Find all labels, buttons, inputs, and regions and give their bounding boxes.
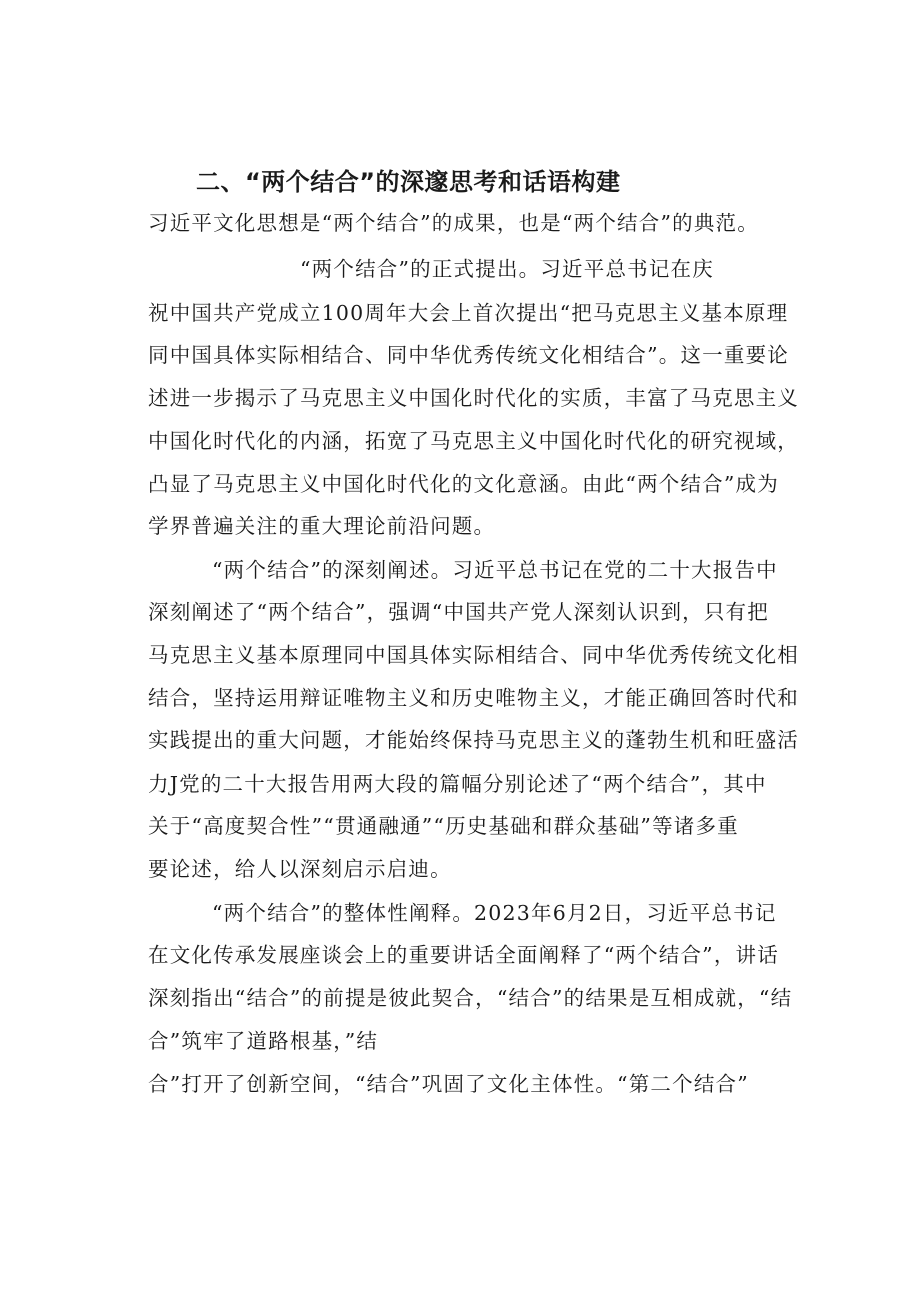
text-line-18: 在文化传承发展座谈会上的重要讲话全面阐释了“两个结合”，讲话 [148,943,779,967]
text-line-16: 要论述，给人以深刻启示启迪。 [148,857,452,881]
text-line-11: 马克思主义基本原理同中国具体实际相结合、同中华优秀传统文化相 [148,643,799,667]
text-line-19: 深刻指出“结合”的前提是彼此契合，“结合”的结果是互相成就，“结 [148,986,793,1010]
text-line-2: “两个结合”的正式提出。习近平总书记在庆 [300,257,714,281]
text-line-3: 祝中国共产党成立100周年大会上首次提出“把马克思主义基本原理 [148,301,789,325]
text-line-6: 中国化时代化的内涵，拓宽了马克思主义中国化时代化的研究视域， [148,429,799,453]
text-line-10: 深刻阐述了“两个结合”，强调“中国共产党人深刻认识到，只有把 [148,600,769,624]
text-line-4: 同中国具体实际相结合、同中华优秀传统文化相结合”。这一重要论 [148,343,789,367]
text-line-14: 力J党的二十大报告用两大段的篇幅分别论述了“两个结合”，其中 [148,772,767,796]
text-line-20: 合”筑牢了道路根基，”结 [148,1029,379,1053]
text-line-12: 结合，坚持运用辩证唯物主义和历史唯物主义，才能正确回答时代和 [148,686,799,710]
text-line-9: “两个结合”的深刻阐述。习近平总书记在党的二十大报告中 [212,558,778,582]
text-line-15: 关于“高度契合性”“贯通融通”“历史基础和群众基础”等诸多重 [148,814,739,838]
text-line-13: 实践提出的重大问题，才能始终保持马克思主义的蓬勃生机和旺盛活 [148,728,799,752]
text-line-17: “两个结合”的整体性阐释。2023年6月2日，习近平总书记 [212,901,777,925]
text-line-8: 学界普遍关注的重大理论前沿问题。 [148,514,496,538]
text-line-5: 述进一步揭示了马克思主义中国化时代化的实质，丰富了马克思主义 [148,386,799,410]
text-line-21: 合”打开了创新空间，“结合”巩固了文化主体性。“第二个结合” [148,1072,749,1096]
text-line-7: 凸显了马克思主义中国化时代化的文化意涵。由此“两个结合”成为 [148,472,779,496]
text-line-1: 习近平文化思想是“两个结合”的成果，也是“两个结合”的典范。 [148,211,759,235]
section-heading: 二、“两个结合”的深邃思考和话语构建 [196,168,621,196]
